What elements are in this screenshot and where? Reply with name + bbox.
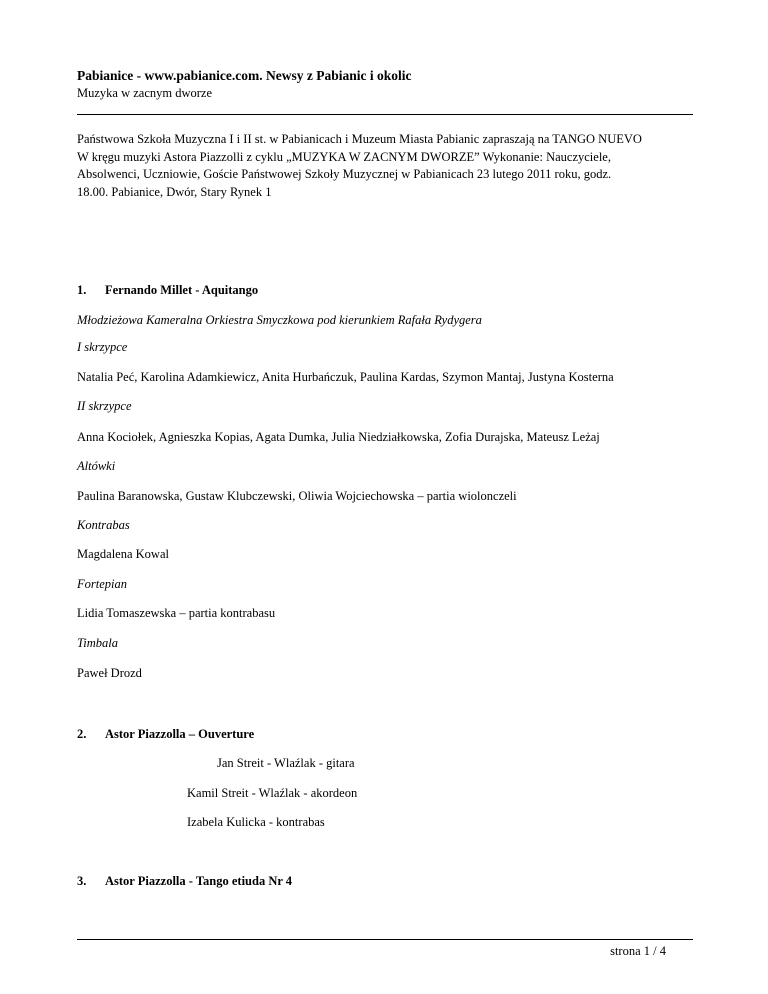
section-heading: Kontrabas <box>77 518 130 532</box>
header-divider <box>77 114 693 115</box>
section-players: Magdalena Kowal <box>77 547 169 561</box>
section-heading: Altówki <box>77 459 116 473</box>
program-item-title: Astor Piazzolla - Tango etiuda Nr 4 <box>105 874 293 888</box>
section-players: Paweł Drozd <box>77 666 142 680</box>
section-heading: Fortepian <box>77 577 127 591</box>
ensemble-name: Młodzieżowa Kameralna Orkiestra Smyczkowa pod kierunkiem Rafała Rydygera <box>77 313 482 327</box>
article-subtitle: Muzyka w zacnym dworze <box>77 86 213 100</box>
program-item-number: 2. <box>77 727 87 741</box>
intro-line: W kręgu muzyki Astora Piazzolli z cyklu „MUZYKA W ZACNYM DWORZE” Wykonanie: Nauczyciele, <box>77 149 611 164</box>
intro-line: Absolwenci, Uczniowie, Goście Państwowej Szkoły Muzycznej w Pabianicach 23 lutego 2011 roku, godz. <box>77 167 612 182</box>
program-item-title: Astor Piazzolla – Ouverture <box>105 727 255 741</box>
performer: Jan Streit - Wlaźlak - gitara <box>217 756 355 770</box>
footer-divider <box>77 939 693 940</box>
performer: Izabela Kulicka - kontrabas <box>187 815 325 829</box>
program-item-number: 3. <box>77 874 87 888</box>
section-heading: I skrzypce <box>77 340 128 354</box>
section-players: Lidia Tomaszewska – partia kontrabasu <box>77 606 276 620</box>
section-players: Anna Kociołek, Agnieszka Kopias, Agata Dumka, Julia Niedziałkowska, Zofia Durajska, Mateusz Leżaj <box>77 430 600 444</box>
page-number: strona 1 / 4 <box>610 944 666 958</box>
performer: Kamil Streit - Wlaźlak - akordeon <box>187 786 358 800</box>
program-item-number: 1. <box>77 283 87 297</box>
intro-line: Państwowa Szkoła Muzyczna I i II st. w Pabianicach i Muzeum Miasta Pabianic zapraszają na TANGO NUEVO <box>77 132 642 146</box>
section-players: Paulina Baranowska, Gustaw Klubczewski, Oliwia Wojciechowska – partia wiolonczeli <box>77 489 517 503</box>
section-heading: II skrzypce <box>77 399 132 413</box>
intro-line: 18.00. Pabianice, Dwór, Stary Rynek 1 <box>77 184 272 199</box>
section-heading: Timbala <box>77 636 118 650</box>
intro-paragraph <box>77 131 707 201</box>
program-item-title: Fernando Millet - Aquitango <box>105 283 259 297</box>
site-title: Pabianice - www.pabianice.com. Newsy z Pabianic i okolic <box>77 68 412 83</box>
section-players: Natalia Peć, Karolina Adamkiewicz, Anita Hurbańczuk, Paulina Kardas, Szymon Mantaj, Justyna Kosterna <box>77 370 614 384</box>
